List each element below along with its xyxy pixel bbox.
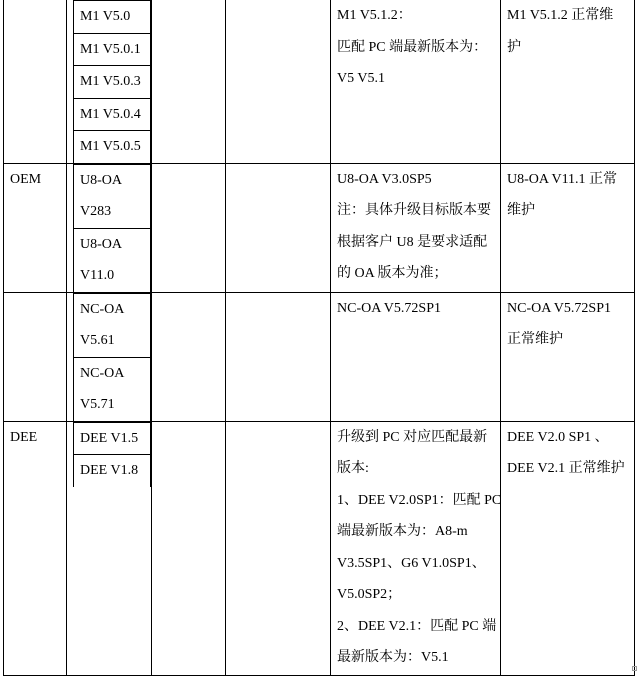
version-item: DEE V1.8 bbox=[74, 455, 151, 487]
versions-cell bbox=[67, 292, 152, 421]
empty-cell bbox=[226, 163, 331, 292]
version-item: M1 V5.0.1 bbox=[74, 33, 151, 66]
target-version-cell: M1 V5.1.2： 匹配 PC 端最新版本为： V5 V5.1 bbox=[331, 0, 501, 163]
compatibility-table bbox=[3, 0, 635, 676]
target-version-cell: 升级到 PC 对应匹配最新 版本: 1、DEE V2.0SP1：匹配 PC 端最新版本为：A8-m V3.5SP1、G6 V1.0SP1、 V5.0SP2； 2、DEE V2.1：匹配 PC 端 最新版本为：V5.1 bbox=[331, 421, 501, 675]
empty-cell bbox=[226, 292, 331, 421]
target-version-cell: U8-OA V3.0SP5 注：具体升级目标版本要 根据客户 U8 是要求适配 的 OA 版本为准； bbox=[331, 163, 501, 292]
table-row bbox=[4, 0, 635, 163]
table-row bbox=[4, 292, 635, 421]
product-cell: OEM bbox=[4, 163, 67, 292]
empty-cell bbox=[226, 0, 331, 163]
version-item: M1 V5.0.4 bbox=[74, 98, 151, 131]
version-item: M1 V5.0.5 bbox=[74, 131, 151, 163]
empty-cell bbox=[152, 292, 226, 421]
empty-cell bbox=[152, 0, 226, 163]
version-item: M1 V5.0.3 bbox=[74, 66, 151, 99]
table-row bbox=[4, 163, 635, 292]
table-row bbox=[4, 421, 635, 675]
version-item: NC-OA V5.71 bbox=[74, 357, 151, 421]
versions-cell bbox=[67, 0, 152, 163]
maintenance-note-cell: NC-OA V5.72SP1 正常维护 bbox=[501, 292, 635, 421]
product-cell bbox=[4, 292, 67, 421]
maintenance-note-cell: U8-OA V11.1 正常 维护 bbox=[501, 163, 635, 292]
version-item: U8-OA V283 bbox=[74, 164, 151, 228]
empty-cell bbox=[152, 163, 226, 292]
product-cell bbox=[4, 0, 67, 163]
version-item: M1 V5.0 bbox=[74, 1, 151, 34]
maintenance-note-cell: M1 V5.1.2 正常维 护 bbox=[501, 0, 635, 163]
empty-cell bbox=[226, 421, 331, 675]
version-item: U8-OA V11.0 bbox=[74, 228, 151, 292]
product-cell: DEE bbox=[4, 421, 67, 675]
version-item: NC-OA V5.61 bbox=[74, 293, 151, 357]
table-end-marker bbox=[632, 666, 637, 671]
maintenance-note-cell: DEE V2.0 SP1 、 DEE V2.1 正常维护 bbox=[501, 421, 635, 675]
empty-cell bbox=[152, 421, 226, 675]
target-version-cell: NC-OA V5.72SP1 bbox=[331, 292, 501, 421]
versions-cell bbox=[67, 421, 152, 675]
version-item: DEE V1.5 bbox=[74, 422, 151, 455]
versions-cell bbox=[67, 163, 152, 292]
